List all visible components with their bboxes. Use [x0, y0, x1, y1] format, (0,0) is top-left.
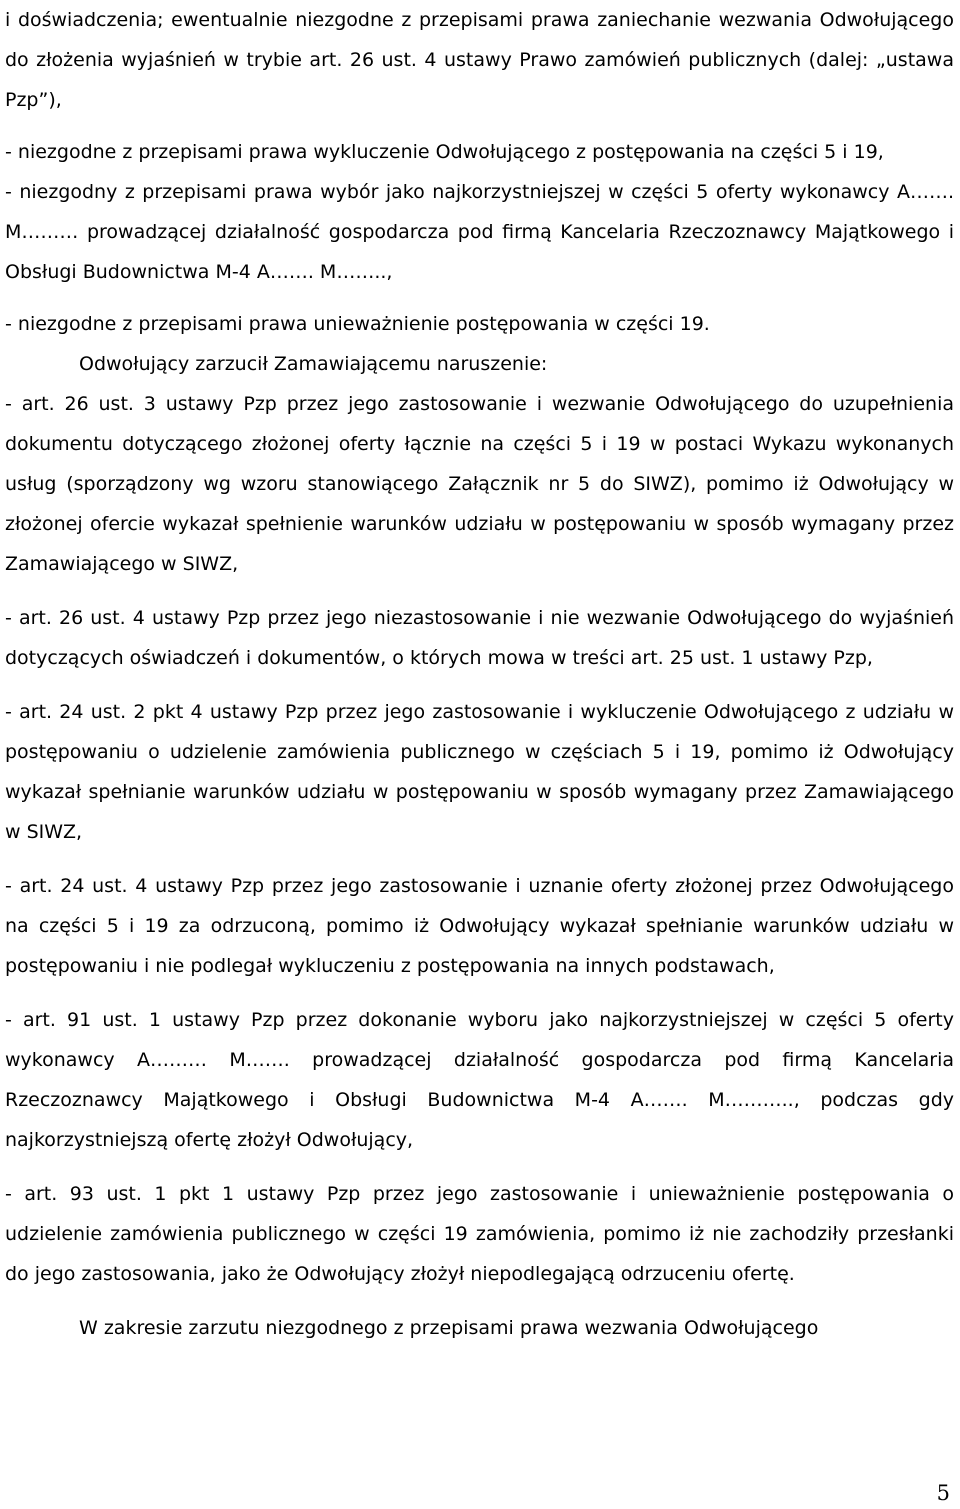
page-number: 5 [936, 1481, 950, 1505]
paragraph-offer-selection: - niezgodny z przepisami prawa wybór jako najkorzystniejszej w części 5 oferty wykonawcy A……. M……… prowadzącej działalność gospodarcza pod firmą Kancelaria Rzeczoznawcy Majątkowego i Obsługi Budownictwa M-4 A……. M…….., [5, 181, 954, 283]
paragraph-art-24-2: - art. 24 ust. 2 pkt 4 ustawy Pzp przez jego zastosowanie i wykluczenie Odwołującego z udziału w postępowaniu o udzielenie zamówienia publicznego w częściach 5 i 19, pomimo iż Odwołujący wykazał spełnianie warunków udziału w postępowaniu w sposób wymagany przez Zamawiającego w SIWZ, [5, 701, 954, 843]
paragraph-art-26-3: - art. 26 ust. 3 ustawy Pzp przez jego zastosowanie i wezwanie Odwołującego do uzupełnienia dokumentu dotyczącego złożonej oferty łącznie na części 5 i 19 w postaci Wykazu wykonanych usług (sporządzony wg wzoru stanowiącego Załącznik nr 5 do SIWZ), pomimo iż Odwołujący w złożonej ofercie wykazał spełnienie warunków udziału w postępowaniu w sposób wymagany przez Zamawiającego w SIWZ, [5, 393, 954, 575]
paragraph-continuation: i doświadczenia; ewentualnie niezgodne z przepisami prawa zaniechanie wezwania Odwołującego do złożenia wyjaśnień w trybie art. 26 ust. 4 ustawy Prawo zamówień publicznych (dalej: „ustawa Pzp”), [5, 9, 954, 111]
paragraph-art-26-4: - art. 26 ust. 4 ustawy Pzp przez jego niezastosowanie i nie wezwanie Odwołującego do wyjaśnień dotyczących oświadczeń i dokumentów, o których mowa w treści art. 25 ust. 1 ustawy Pzp, [5, 607, 954, 669]
paragraph-exclusion: - niezgodne z przepisami prawa wykluczenie Odwołującego z postępowania na części 5 i 19, [5, 141, 884, 163]
paragraph-cancellation: - niezgodne z przepisami prawa unieważnienie postępowania w części 19. [5, 313, 710, 335]
paragraph-art-24-4: - art. 24 ust. 4 ustawy Pzp przez jego zastosowanie i uznanie oferty złożonej przez Odwołującego na części 5 i 19 za odrzuconą, pomimo iż Odwołujący wykazał spełnianie warunków udziału w postępowaniu i nie podlegał wykluczeniu z postępowania na innych podstawach, [5, 875, 954, 977]
paragraph-closing: W zakresie zarzutu niezgodnego z przepisami prawa wezwania Odwołującego [79, 1317, 819, 1339]
paragraph-art-91-1: - art. 91 ust. 1 ustawy Pzp przez dokonanie wyboru jako najkorzystniejszej w części 5 oferty wykonawcy A……… M……. prowadzącej działalność gospodarcza pod firmą Kancelaria Rzeczoznawcy Majątkowego i Obsługi Budownictwa M-4 A……. M……….., podczas gdy najkorzystniejszą ofertę złożył Odwołujący, [5, 1009, 954, 1151]
paragraph-allegations-intro: Odwołujący zarzucił Zamawiającemu naruszenie: [79, 353, 548, 375]
paragraph-art-93-1: - art. 93 ust. 1 pkt 1 ustawy Pzp przez jego zastosowanie i unieważnienie postępowania o udzielenie zamówienia publicznego w części 19 zamówienia, pomimo iż nie zachodziły przesłanki do jego zastosowania, jako że Odwołujący złożył niepodlegającą odrzuceniu ofertę. [5, 1183, 954, 1285]
